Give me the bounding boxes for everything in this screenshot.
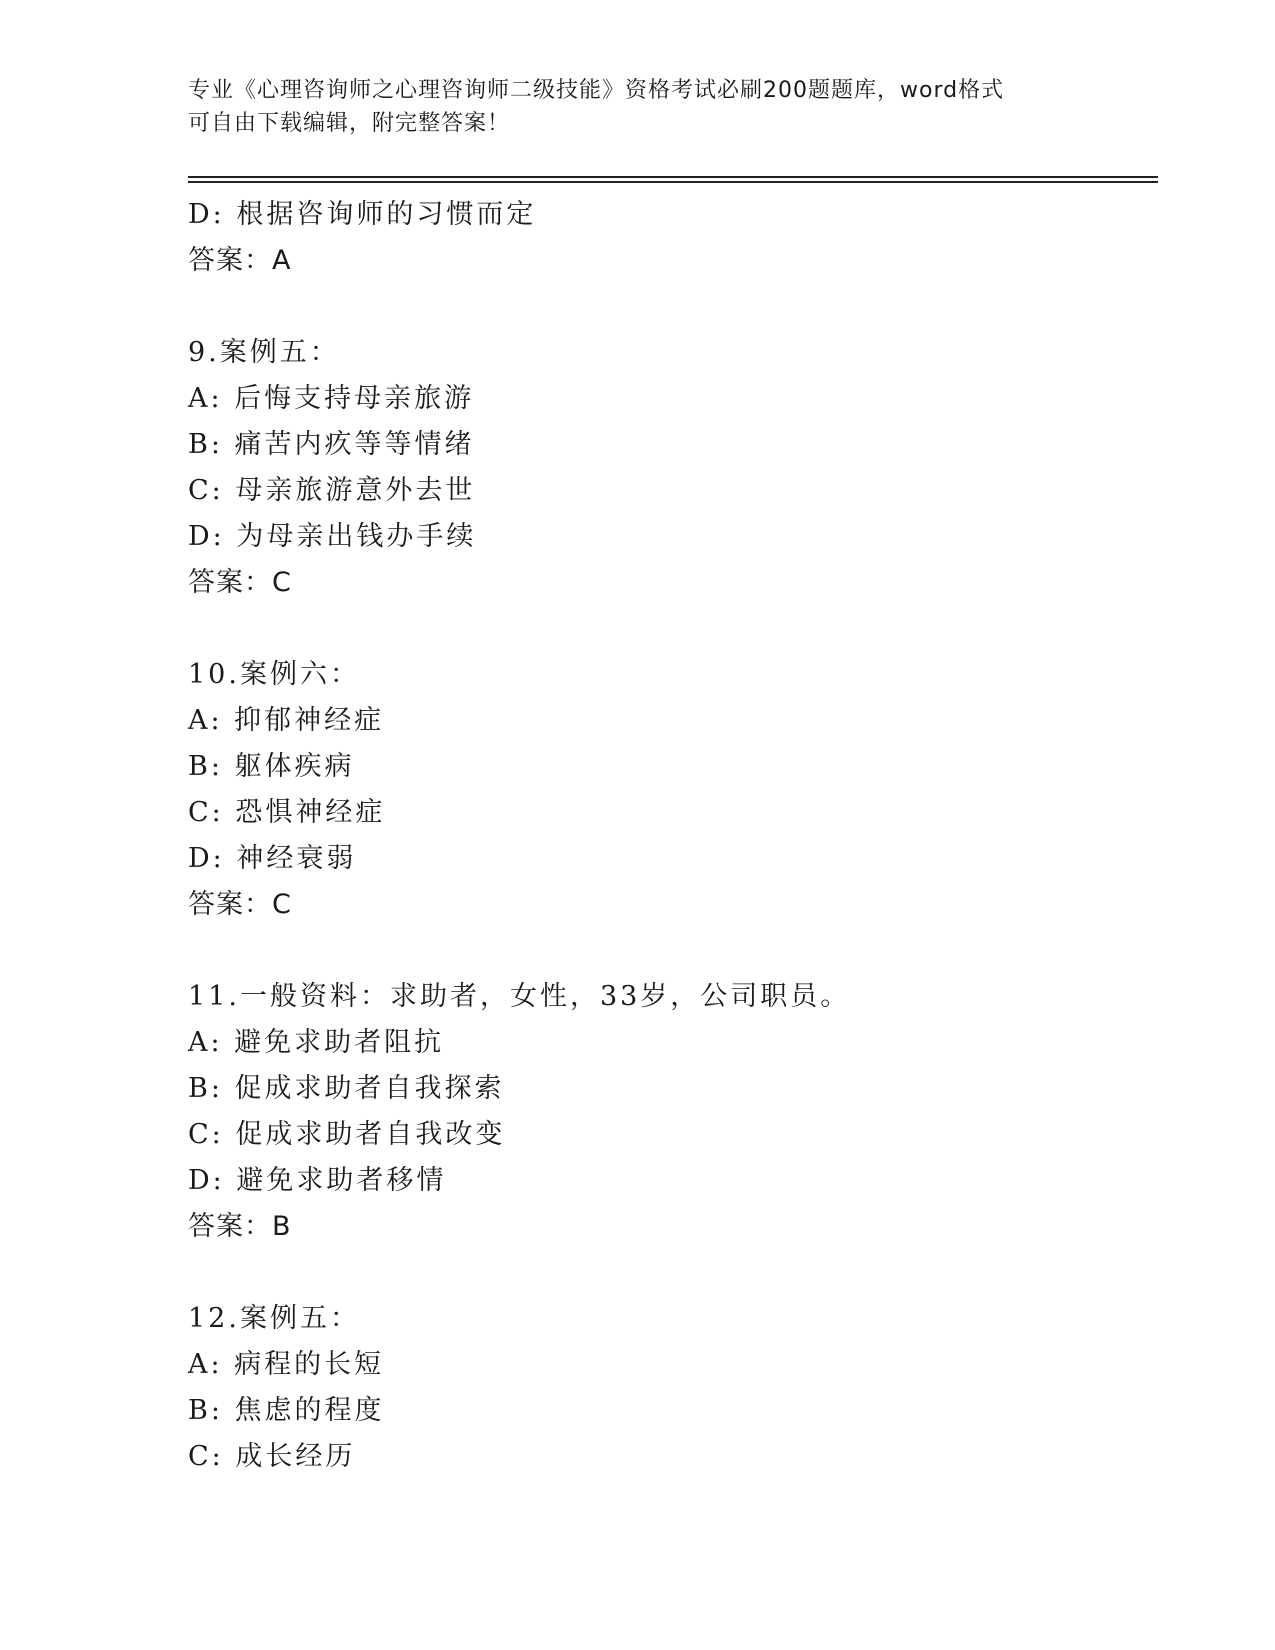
spacer — [188, 284, 1148, 330]
header-divider-bottom — [188, 181, 1158, 183]
option-line: D: 根据咨询师的习惯而定 — [188, 199, 537, 230]
question-title: 11.一般资料：求助者，女性，33岁，公司职员。 — [188, 981, 851, 1012]
header-title-line-1: 专业《心理咨询师之心理咨询师二级技能》资格考试必刷200题题库，word格式 — [188, 78, 1005, 103]
answer-line: 答案：B — [188, 1211, 292, 1242]
spacer — [188, 1250, 1148, 1296]
option-line: D: 神经衰弱 — [188, 843, 357, 874]
option-line: C: 促成求助者自我改变 — [188, 1119, 506, 1150]
option-line: A: 病程的长短 — [188, 1349, 385, 1380]
option-line: B: 躯体疾病 — [188, 751, 355, 782]
option-line: C: 母亲旅游意外去世 — [188, 475, 476, 506]
option-line: A: 抑郁神经症 — [188, 705, 385, 736]
option-line: B: 促成求助者自我探索 — [188, 1073, 505, 1104]
spacer — [188, 928, 1148, 974]
answer-line: 答案：C — [188, 567, 292, 598]
question-title: 12.案例五： — [188, 1303, 360, 1334]
question-title: 10.案例六： — [188, 659, 360, 690]
option-line: D: 避免求助者移情 — [188, 1165, 447, 1196]
document-header — [188, 74, 1088, 140]
answer-line: 答案：C — [188, 889, 292, 920]
option-line: B: 焦虑的程度 — [188, 1395, 385, 1426]
option-line: B: 痛苦内疚等等情绪 — [188, 429, 475, 460]
question-title: 9.案例五： — [188, 337, 340, 368]
question-list — [188, 192, 1148, 1480]
option-line: C: 成长经历 — [188, 1441, 356, 1472]
answer-line: 答案：A — [188, 245, 292, 276]
header-title-line-2: 可自由下载编辑，附完整答案！ — [188, 111, 511, 136]
option-line: A: 后悔支持母亲旅游 — [188, 383, 475, 414]
spacer — [188, 606, 1148, 652]
option-line: D: 为母亲出钱办手续 — [188, 521, 477, 552]
option-line: A: 避免求助者阻抗 — [188, 1027, 445, 1058]
header-divider-top — [188, 176, 1158, 178]
option-line: C: 恐惧神经症 — [188, 797, 386, 828]
